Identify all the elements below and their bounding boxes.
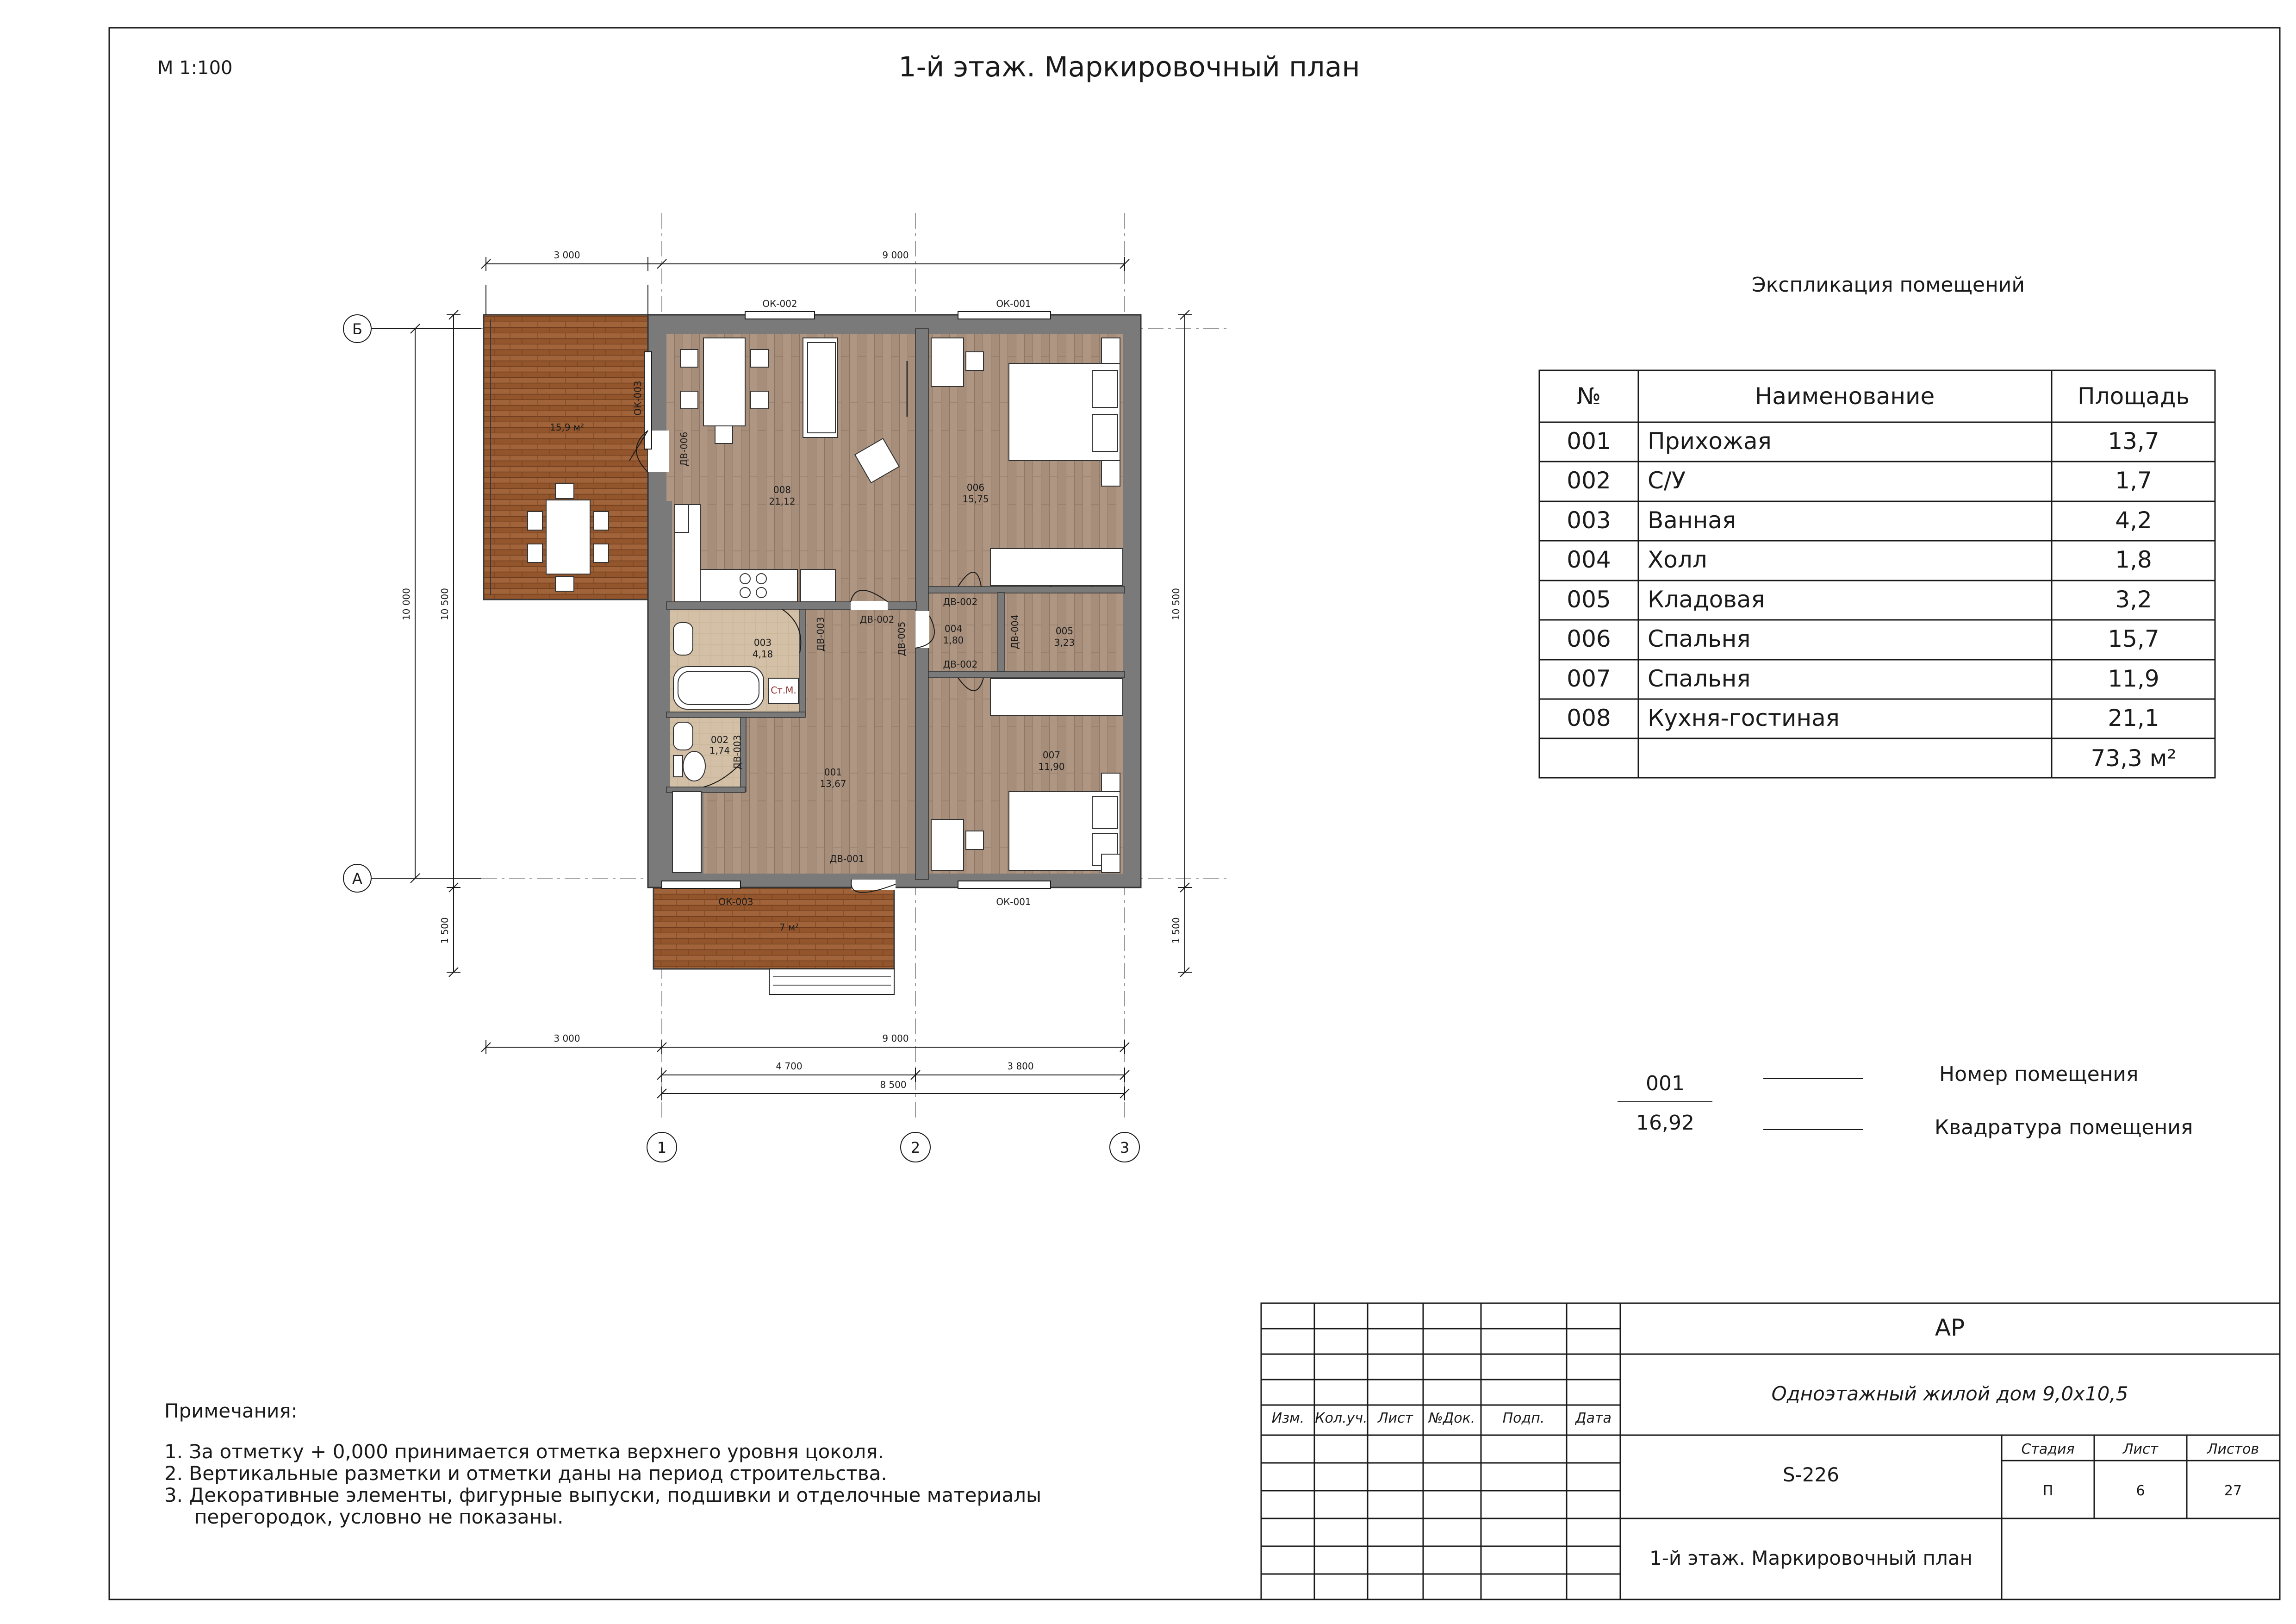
table-header-num: № [1576,383,1601,410]
legend [1618,1062,2193,1139]
table-row-area: 11,9 [2108,665,2159,692]
table-row-name: Кладовая [1648,586,1765,613]
table-total: 73,3 м² [2091,745,2177,772]
title-block-text [1272,1314,2259,1569]
label-dv-002-a: ДВ-002 [859,614,895,625]
label-dv-006: ДВ-006 [678,431,690,467]
room-003-num: 003 [753,637,772,648]
legend-area-label: Квадратура помещения [1935,1116,2193,1139]
table-row-name: Спальня [1648,665,1751,692]
table-row-area: 3,2 [2115,586,2152,613]
table-row-area: 1,7 [2115,467,2152,494]
axis-col-2: 2 [910,1139,921,1156]
stamp-sheet: 6 [2136,1483,2145,1499]
notes-title: Примечания: [164,1399,298,1422]
label-dv-003-b: ДВ-003 [732,735,743,770]
room-005-num: 005 [1055,625,1074,637]
notes [164,1399,1041,1528]
note-item: 1. За отметку + 0,000 принимается отметка верхнего уровня цоколя. [164,1440,884,1463]
label-dv-003-a: ДВ-003 [815,617,826,652]
label-dv-001: ДВ-001 [829,853,865,864]
table-row-num: 005 [1567,586,1611,613]
room-006-num: 006 [966,482,985,493]
note-item: перегородок, условно не показаны. [194,1505,564,1528]
stamp-sheets-label: Листов [2207,1441,2259,1457]
stamp-project: Одноэтажный жилой дом 9,0х10,5 [1771,1382,2128,1405]
scale-label: М 1:100 [157,57,233,79]
dim-right-porch: 1 500 [1170,917,1182,944]
floor-plan [343,213,1231,1162]
room-004-area: 1,80 [943,635,964,646]
explication-title: Экспликация помещений [1752,273,2025,297]
room-002-num: 002 [710,734,729,745]
explication-content [1567,383,2190,772]
stamp-col-list: Лист [1377,1410,1413,1426]
note-item: 3. Декоративные элементы, фигурные выпуски, подшивки и отделочные материалы [164,1484,1042,1506]
table-row-name: Ванная [1648,507,1736,534]
table-row-num: 002 [1567,467,1611,494]
label-ok-003-bottom: ОК-003 [718,896,753,907]
label-dv-005: ДВ-005 [896,621,907,656]
dim-bottom-part-1: 4 700 [776,1061,803,1072]
dim-right-main: 10 500 [1170,588,1182,620]
dim-left-porch: 1 500 [439,917,450,944]
room-007-num: 007 [1042,750,1061,761]
porch-area: 7 м² [779,922,799,933]
stamp-sheet-label: Лист [2122,1441,2159,1457]
table-row-name: Холл [1648,546,1707,573]
room-008-num: 008 [773,484,791,495]
room-005-area: 3,23 [1054,637,1075,648]
dim-left-outer: 10 000 [401,588,412,620]
room-001-area: 13,67 [820,778,846,789]
legend-num-label: Номер помещения [1939,1062,2139,1086]
label-dv-002-b: ДВ-002 [943,596,978,607]
dim-bottom-main: 9 000 [882,1033,909,1044]
axis-row-bottom: А [352,870,362,887]
sheet-frame [109,28,2280,1599]
table-row-num: 006 [1567,625,1611,652]
label-dv-002-c: ДВ-002 [943,659,978,670]
room-006-area: 15,75 [962,493,989,505]
dim-bottom-part-2: 3 800 [1007,1061,1034,1072]
table-row-area: 13,7 [2108,428,2159,455]
stamp-sheets: 27 [2224,1483,2242,1499]
room-007-area: 11,90 [1038,761,1065,772]
table-row-name: Кухня-гостиная [1648,705,1840,731]
table-row-name: С/У [1648,467,1686,494]
label-ok-003-left: ОК-003 [632,381,643,416]
room-003-area: 4,18 [752,649,773,660]
table-row-num: 001 [1567,428,1611,455]
note-item: 2. Вертикальные разметки и отметки даны на период строительства. [164,1462,887,1485]
table-row-name: Спальня [1648,625,1751,652]
label-ok-001-bottom: ОК-001 [996,896,1031,907]
legend-sample-num: 001 [1646,1072,1685,1095]
axis-col-1: 1 [657,1139,667,1156]
washer-label: Ст.М. [771,685,796,696]
stamp-doc-number: S-226 [1783,1463,1839,1486]
table-row-area: 15,7 [2108,625,2159,652]
table-row-num: 004 [1567,546,1611,573]
table-header-name: Наименование [1755,383,1935,410]
table-row-num: 008 [1567,705,1611,731]
legend-sample-area: 16,92 [1636,1111,1694,1135]
dim-top-left: 3 000 [554,250,580,261]
dim-top-main: 9 000 [882,250,909,261]
label-dv-004: ДВ-004 [1009,614,1020,650]
stamp-sheet-title: 1-й этаж. Маркировочный план [1649,1547,1973,1569]
table-row-num: 007 [1567,665,1611,692]
dim-left-inner: 10 500 [439,588,450,620]
stamp-col-koluch: Кол.уч. [1315,1410,1368,1426]
dim-bottom-left: 3 000 [554,1033,580,1044]
dim-bottom-total: 8 500 [880,1079,907,1090]
porch-floor [653,887,894,969]
stamp-col-data: Дата [1575,1410,1612,1426]
table-row-num: 003 [1567,507,1611,534]
stamp-stage-label: Стадия [2021,1441,2075,1457]
page-title: 1-й этаж. Маркировочный план [898,51,1360,83]
table-row-area: 4,2 [2115,507,2152,534]
label-ok-001-top: ОК-001 [996,298,1031,309]
table-row-area: 21,1 [2108,705,2159,731]
room-001-num: 001 [824,767,842,778]
stamp-col-ndok: №Док. [1428,1410,1475,1426]
axis-col-3: 3 [1120,1139,1130,1156]
stamp-code: АР [1935,1314,1965,1341]
stamp-col-izm: Изм. [1271,1410,1305,1426]
table-row-area: 1,8 [2115,546,2152,573]
room-004-num: 004 [944,623,963,634]
stamp-stage: П [2042,1483,2053,1499]
table-header-area: Площадь [2078,383,2190,410]
stamp-col-podp: Подп. [1502,1410,1545,1426]
label-ok-002: ОК-002 [762,298,797,309]
room-002-area: 1,74 [709,745,730,756]
table-row-name: Прихожая [1648,428,1772,455]
room-008-area: 21,12 [769,496,796,507]
terrace-area: 15,9 м² [550,422,584,433]
axis-row-top: Б [352,320,362,338]
